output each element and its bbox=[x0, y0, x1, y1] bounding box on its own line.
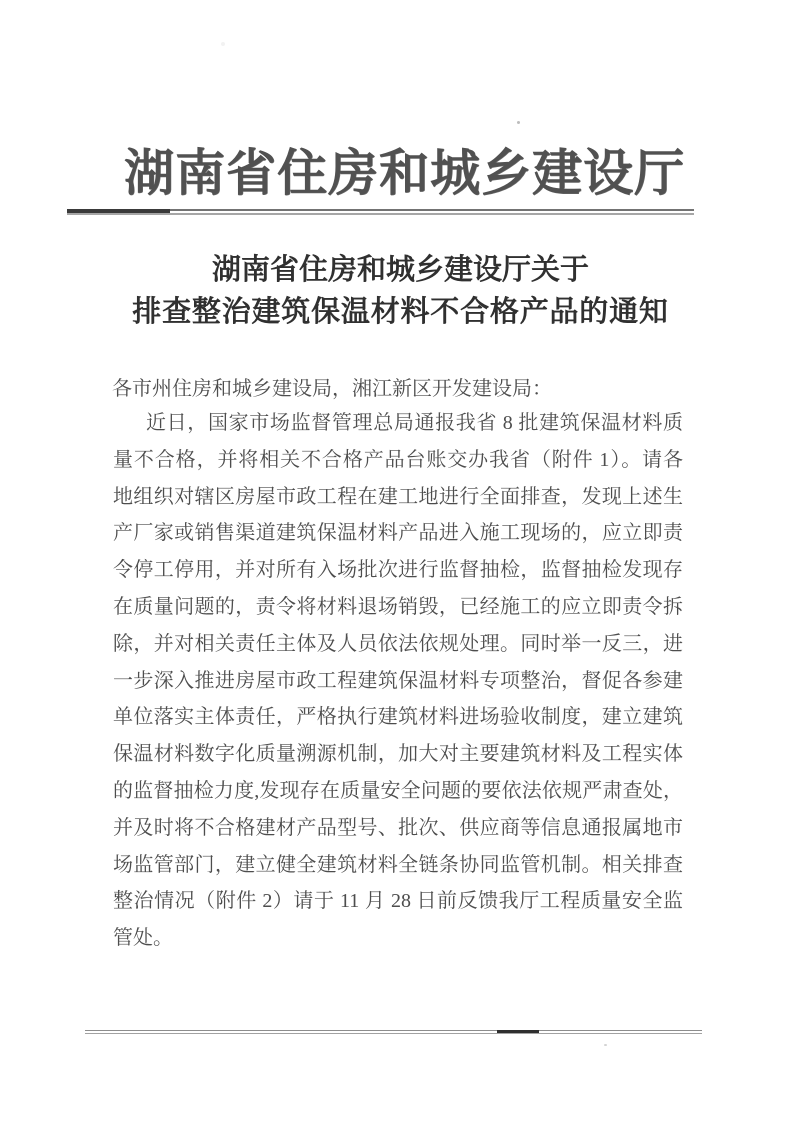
body-line: 的监督抽检力度,发现存在质量安全问题的要依法依规严肃查处， bbox=[113, 779, 683, 802]
body-line: 地组织对辖区房屋市政工程在建工地进行全面排查，发现上述生 bbox=[113, 485, 683, 508]
masthead-rule-dark-segment bbox=[67, 209, 170, 213]
body-line: 管处。 bbox=[113, 927, 173, 950]
body-line: 场监管部门，建立健全建筑材料全链条协同监管机制。相关排查 bbox=[113, 853, 683, 876]
agency-masthead-title: 湖南省住房和城乡建设厅 bbox=[124, 145, 685, 201]
footer-rule-dark-segment bbox=[497, 1030, 539, 1033]
scan-speck bbox=[221, 42, 225, 46]
body-line: 除，并对相关责任主体及人员依法依规处理。同时举一反三，进 bbox=[113, 632, 683, 655]
body-line: 整治情况（附件 2）请于 11 月 28 日前反馈我厅工程质量安全监 bbox=[113, 890, 683, 913]
document-title-line-2: 排查整治建筑保温材料不合格产品的通知 bbox=[132, 296, 669, 328]
scan-speck bbox=[517, 121, 520, 124]
body-line: 量不合格，并将相关不合格产品台账交办我省（附件 1）。请各 bbox=[113, 448, 683, 471]
body-line: 一步深入推进房屋市政工程建筑保温材料专项整治，督促各参建 bbox=[113, 669, 683, 692]
scan-speck bbox=[604, 1044, 607, 1046]
footer-double-rule bbox=[85, 1030, 702, 1034]
body-line: 在质量问题的，责令将材料退场销毁，已经施工的应立即责令拆 bbox=[113, 595, 683, 618]
body-line: 保温材料数字化质量溯源机制，加大对主要建筑材料及工程实体 bbox=[113, 743, 683, 766]
body-line: 令停工停用，并对所有入场批次进行监督抽检，监督抽检发现存 bbox=[113, 559, 683, 582]
document-title bbox=[0, 249, 793, 333]
masthead-double-rule bbox=[67, 209, 694, 215]
document-title-line-1: 湖南省住房和城乡建设厅关于 bbox=[211, 254, 589, 286]
body-paragraph bbox=[113, 405, 683, 957]
recipients-salutation: 各市州住房和城乡建设局，湘江新区开发建设局： bbox=[112, 378, 552, 400]
body-line: 单位落实主体责任，严格执行建筑材料进场验收制度，建立建筑 bbox=[113, 706, 683, 729]
body-line: 并及时将不合格建材产品型号、批次、供应商等信息通报属地市 bbox=[113, 816, 683, 839]
body-line: 近日，国家市场监督管理总局通报我省 8 批建筑保温材料质 bbox=[146, 412, 683, 434]
body-line: 产厂家或销售渠道建筑保温材料产品进入施工现场的，应立即责 bbox=[113, 522, 683, 545]
